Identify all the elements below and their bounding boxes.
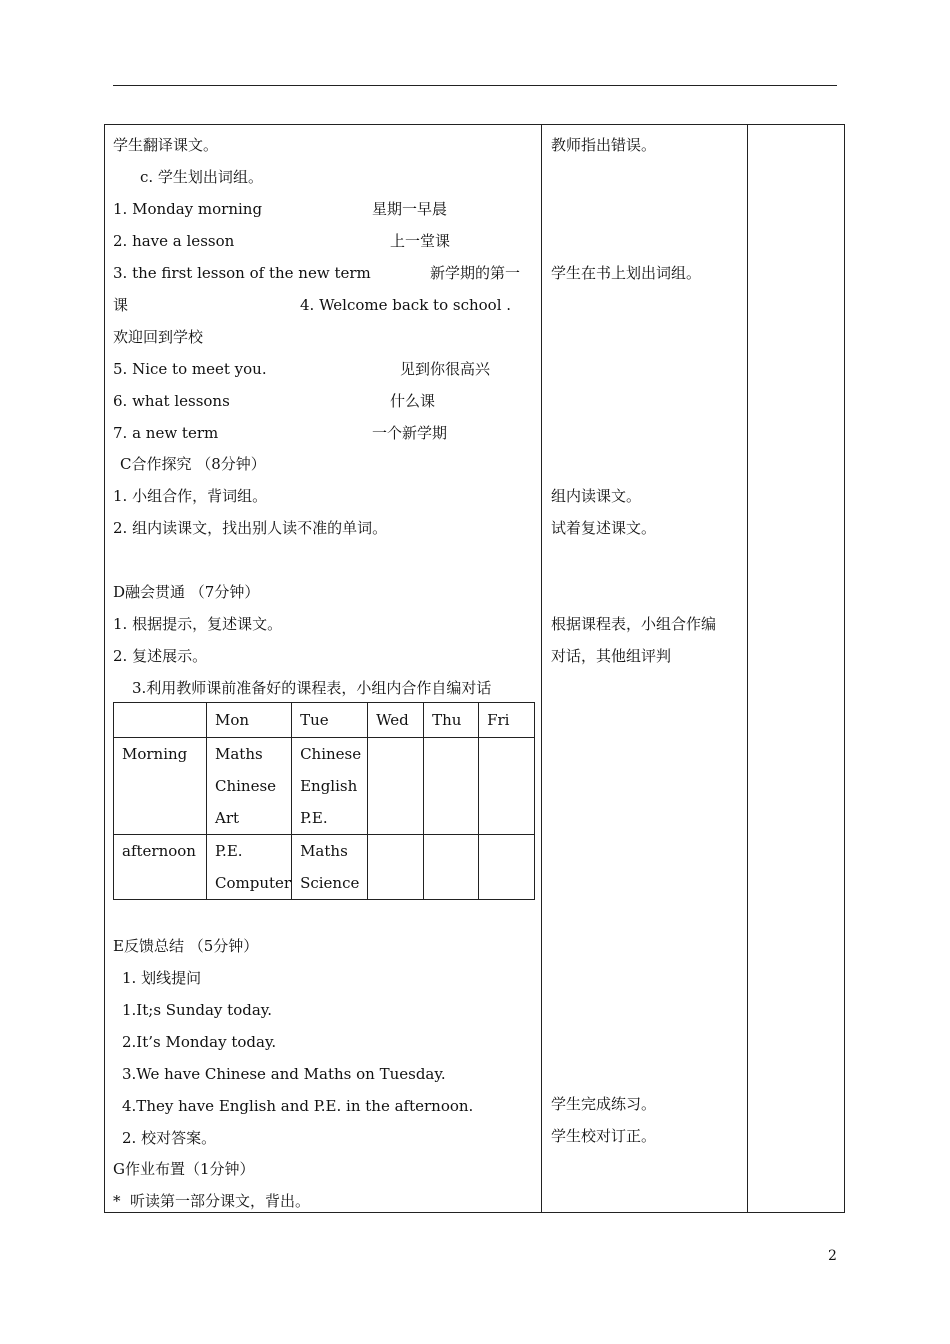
left-line: * 听读第一部分课文，背出。	[113, 1192, 311, 1210]
schedule-cell	[424, 738, 479, 835]
left-line: 2. 校对答案。	[122, 1129, 217, 1147]
middle-line: 试着复述课文。	[551, 519, 657, 537]
left-line: 见到你很高兴	[400, 360, 491, 378]
schedule-subject: Maths	[300, 842, 348, 860]
left-line: 一个新学期	[372, 424, 448, 442]
schedule-header-cell: Thu	[424, 703, 479, 738]
left-line: 星期一早晨	[372, 200, 448, 218]
left-line: 新学期的第一	[430, 264, 521, 282]
left-line: G作业布置（1分钟）	[113, 1160, 255, 1178]
schedule-subject: P.E.	[215, 842, 243, 860]
schedule-cell	[207, 738, 292, 835]
page-number: 2	[828, 1248, 837, 1264]
middle-line: 学生在书上划出词组。	[551, 264, 702, 282]
schedule-header-cell	[114, 703, 207, 738]
column-divider-1	[541, 124, 542, 1213]
left-line: 1. 根据提示，复述课文。	[113, 615, 283, 633]
schedule-row-label: Morning	[122, 745, 188, 763]
schedule-row-label: afternoon	[122, 842, 196, 860]
schedule-subject: Science	[300, 874, 360, 892]
left-line: 7. a new term	[113, 424, 219, 442]
left-line: 4.They have English and P.E. in the afternoon.	[122, 1097, 474, 1115]
left-line: 1. 划线提问	[122, 969, 202, 987]
left-line: 1. 小组合作，背词组。	[113, 487, 268, 505]
header-rule	[113, 85, 837, 86]
schedule-subject: Computer	[215, 874, 292, 892]
schedule-header-cell: Wed	[368, 703, 424, 738]
left-line: 欢迎回到学校	[113, 328, 204, 346]
left-line: 5. Nice to meet you.	[113, 360, 267, 378]
schedule-cell	[424, 835, 479, 900]
schedule-header-cell: Mon	[207, 703, 292, 738]
schedule-table	[113, 702, 535, 900]
left-line: 2.It’s Monday today.	[122, 1033, 277, 1051]
schedule-subject: P.E.	[300, 809, 328, 827]
schedule-cell	[292, 738, 368, 835]
schedule-subject: English	[300, 777, 358, 795]
schedule-subject: Chinese	[300, 745, 362, 763]
left-line: 1. Monday morning	[113, 200, 263, 218]
left-line: 学生翻译课文。	[113, 136, 219, 154]
left-line: D融会贯通 （7分钟）	[113, 583, 260, 601]
left-line: 3.利用教师课前准备好的课程表，小组内合作自编对话	[132, 679, 492, 697]
schedule-cell	[479, 738, 535, 835]
left-line: 3. the first lesson of the new term	[113, 264, 371, 282]
schedule-subject: Art	[215, 809, 240, 827]
middle-line: 组内读课文。	[551, 487, 642, 505]
left-line: 4. Welcome back to school .	[300, 296, 512, 314]
column-divider-2	[747, 124, 748, 1213]
schedule-cell	[368, 738, 424, 835]
left-line: C合作探究 （8分钟）	[120, 455, 266, 473]
left-line: 1.It;s Sunday today.	[122, 1001, 273, 1019]
left-line: 3.We have Chinese and Maths on Tuesday.	[122, 1065, 446, 1083]
schedule-cell	[292, 835, 368, 900]
schedule-header-cell: Fri	[479, 703, 535, 738]
schedule-cell	[207, 835, 292, 900]
left-line: 2. have a lesson	[113, 232, 235, 250]
left-line: 课	[113, 296, 129, 314]
left-line: 什么课	[390, 392, 436, 410]
left-line: 6. what lessons	[113, 392, 230, 410]
left-line: 2. 组内读课文，找出别人读不准的单词。	[113, 519, 388, 537]
schedule-header-cell: Tue	[292, 703, 368, 738]
left-line: E反馈总结 （5分钟）	[113, 937, 259, 955]
left-line: c. 学生划出词组。	[140, 168, 263, 186]
schedule-subject: Chinese	[215, 777, 277, 795]
middle-line: 学生完成练习。	[551, 1095, 657, 1113]
middle-line: 对话，其他组评判	[551, 647, 672, 665]
middle-line: 根据课程表，小组合作编	[551, 615, 717, 633]
schedule-subject: Maths	[215, 745, 263, 763]
middle-line: 教师指出错误。	[551, 136, 657, 154]
left-line: 上一堂课	[390, 232, 451, 250]
schedule-cell	[368, 835, 424, 900]
left-line: 2. 复述展示。	[113, 647, 208, 665]
middle-line: 学生校对订正。	[551, 1127, 657, 1145]
schedule-cell	[479, 835, 535, 900]
